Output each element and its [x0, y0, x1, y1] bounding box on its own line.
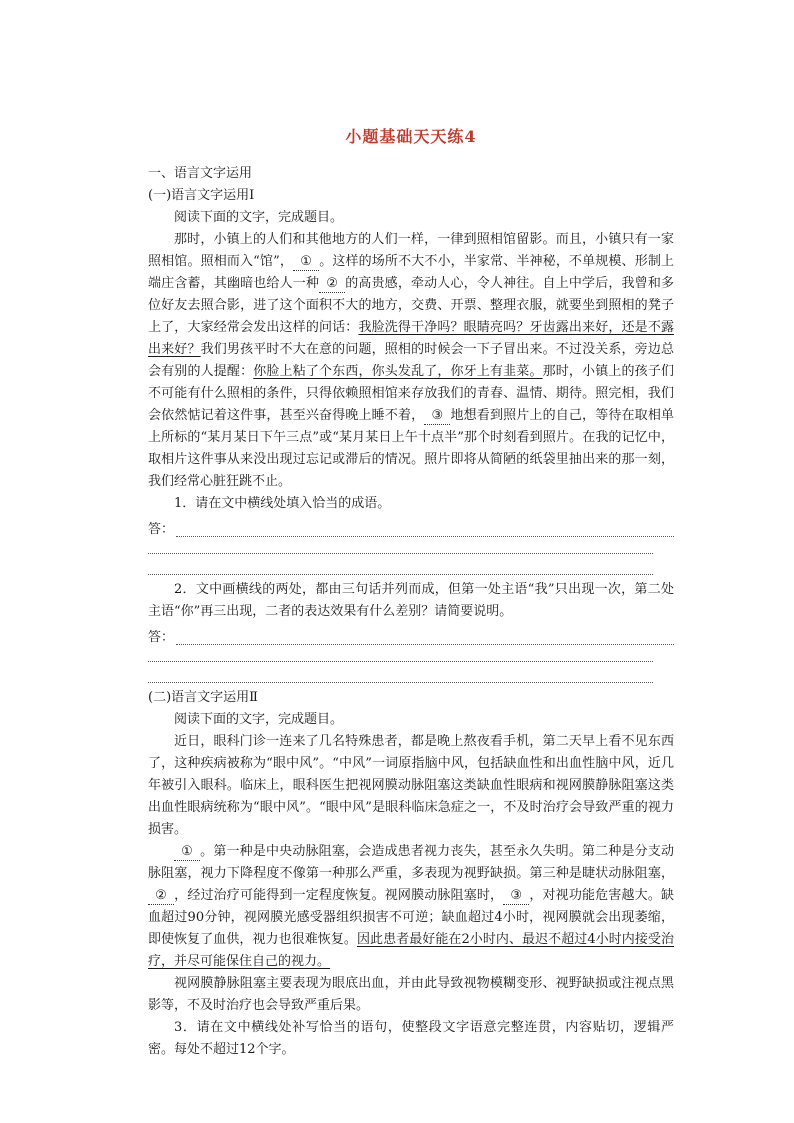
answer-line-2b[interactable] — [148, 645, 653, 662]
passage-2-text-b: ，经过治疗可能得到一定程度恢复。视网膜动脉阻塞时， — [174, 888, 504, 903]
question-3: 3．请在文中横线处补写恰当的语句，使整段文字语意完整连贯，内容贴切，逻辑严密。每处不超过12个字。 — [148, 1020, 674, 1057]
answer-line-1a[interactable] — [176, 524, 674, 537]
passage-1-text-f: 地想看到照片上的自己，等待在取相单上所标的“某月某日下午三点”或“某月某日上午十点半”那个时刻看到照片。在我的记忆中，取相片这件事从来没出现过忘记或滞后的情况。照片即将从简陋的纸袋里抽出来的那一刻，我们经常心脏狂跳不止。 — [148, 408, 674, 489]
worksheet-page — [148, 118, 674, 1061]
instruction-2: 阅读下面的文字，完成题目。 — [174, 712, 344, 727]
passage-2-paragraph-2 — [148, 841, 674, 973]
passage-1-text-a: 那时，小镇上的人们和其他地方的人们一样，一律到照相馆留影。而且，小镇只有一家照相馆。照相而入“馆”， — [148, 232, 674, 269]
passage-1-text-e: 那时，小镇上的孩子们不可能有什么照相的条件，只得依赖照相馆来存放我们的青春、温情、期待。照完相，我们会依然惦记着这件事，甚至兴奋得晚上睡不着， — [148, 364, 674, 423]
blank-3[interactable]: ③ — [424, 408, 450, 425]
blank-6[interactable]: ③ — [503, 888, 529, 905]
passage-1-text-c: 的高贵感，牵动人心，令人神往。自上中学后，我曾和多位好友去照合影，进了这个面积不大的地方，交费、开票、整理衣服，就要坐到照相的凳子上了，大家经常会发出这样的问话： — [148, 276, 674, 335]
passage-2-paragraph-1: 近日，眼科门诊一连来了几名特殊患者，都是晚上熬夜看手机，第二天早上看不见东西了，这种疾病被称为“眼中风”。“中风”一词原指脑中风，包括缺血性和出血性脑中风，近几年被引入眼科。临床上，眼科医生把视网膜动脉阻塞这类缺血性眼病和视网膜静脉阻塞这类出血性眼病统称为“眼中风”。“眼中风”是眼科临床急症之一，不及时治疗会导致严重的视力损害。 — [148, 734, 674, 837]
answer-row-1[interactable] — [148, 515, 674, 537]
underlined-sentence-2: 你脸上粘了个东西，你头发乱了，你牙上有韭菜。 — [253, 364, 543, 379]
answer-label-2: 答： — [148, 630, 175, 645]
passage-2-text-a: 。第一种是中央动脉阻塞，会造成患者视力丧失，甚至永久失明。第二种是分支动脉阻塞，视力下降程度不像第一种那么严重，多表现为视野缺损。第三种是睫状动脉阻塞， — [148, 844, 674, 881]
subsection-heading-1: (一)语言文字运用Ⅰ — [148, 188, 255, 203]
section-heading: 一、语言文字运用 — [148, 166, 253, 181]
blank-2[interactable]: ② — [319, 276, 345, 293]
answer-line-2a[interactable] — [176, 632, 674, 645]
underlined-sentence-3: 因此患者最好能在2小时内、最迟不超过4小时内接受治疗，并尽可能保住自己的视力。 — [148, 932, 674, 969]
page-title: 小题基础天天练4 — [345, 127, 477, 146]
passage-2-paragraph-3: 视网膜静脉阻塞主要表现为眼底出血，并由此导致视物模糊变形、视野缺损或注视点黑影等，不及时治疗也会导致严重后果。 — [148, 976, 674, 1013]
question-1: 1．请在文中横线处填入恰当的成语。 — [174, 496, 391, 511]
passage-1 — [148, 229, 674, 493]
subsection-heading-2: (二)语言文字运用Ⅱ — [148, 690, 258, 705]
question-2: 2．文中画横线的两处，都由三句话并列而成，但第一处主语“我”只出现一次，第二处主语“你”再三出现，二者的表达效果有什么差别？请简要说明。 — [148, 582, 674, 619]
answer-line-1b[interactable] — [148, 537, 653, 554]
underlined-sentence-1: 我脸洗得干净吗？眼睛亮吗？牙齿露出来好，还是不露出来好？ — [148, 320, 674, 357]
answer-label-1: 答： — [148, 522, 175, 537]
blank-1[interactable]: ① — [293, 254, 319, 271]
passage-1-text-d: 我们男孩平时不大在意的问题，照相的时候会一下子冒出来。不过没关系，旁边总会有别的人提醒： — [148, 342, 674, 379]
answer-line-1c[interactable] — [148, 558, 653, 575]
answer-row-2[interactable] — [148, 623, 674, 645]
blank-5[interactable]: ② — [148, 888, 174, 905]
passage-1-text-b: 。这样的场所不大不小，半家常、半神秘，不单规模、形制上端庄含蓄，其幽暗也给人一种 — [148, 254, 674, 291]
instruction-1: 阅读下面的文字，完成题目。 — [174, 210, 344, 225]
blank-4[interactable]: ① — [174, 844, 200, 861]
answer-line-2c[interactable] — [148, 666, 653, 683]
passage-2-text-c: ，对视功能危害越大。缺血超过90分钟，视网膜光感受器组织损害不可逆；缺血超过4小时，视网膜就会出现萎缩，即使恢复了血供，视力也很难恢复。 — [148, 888, 674, 947]
